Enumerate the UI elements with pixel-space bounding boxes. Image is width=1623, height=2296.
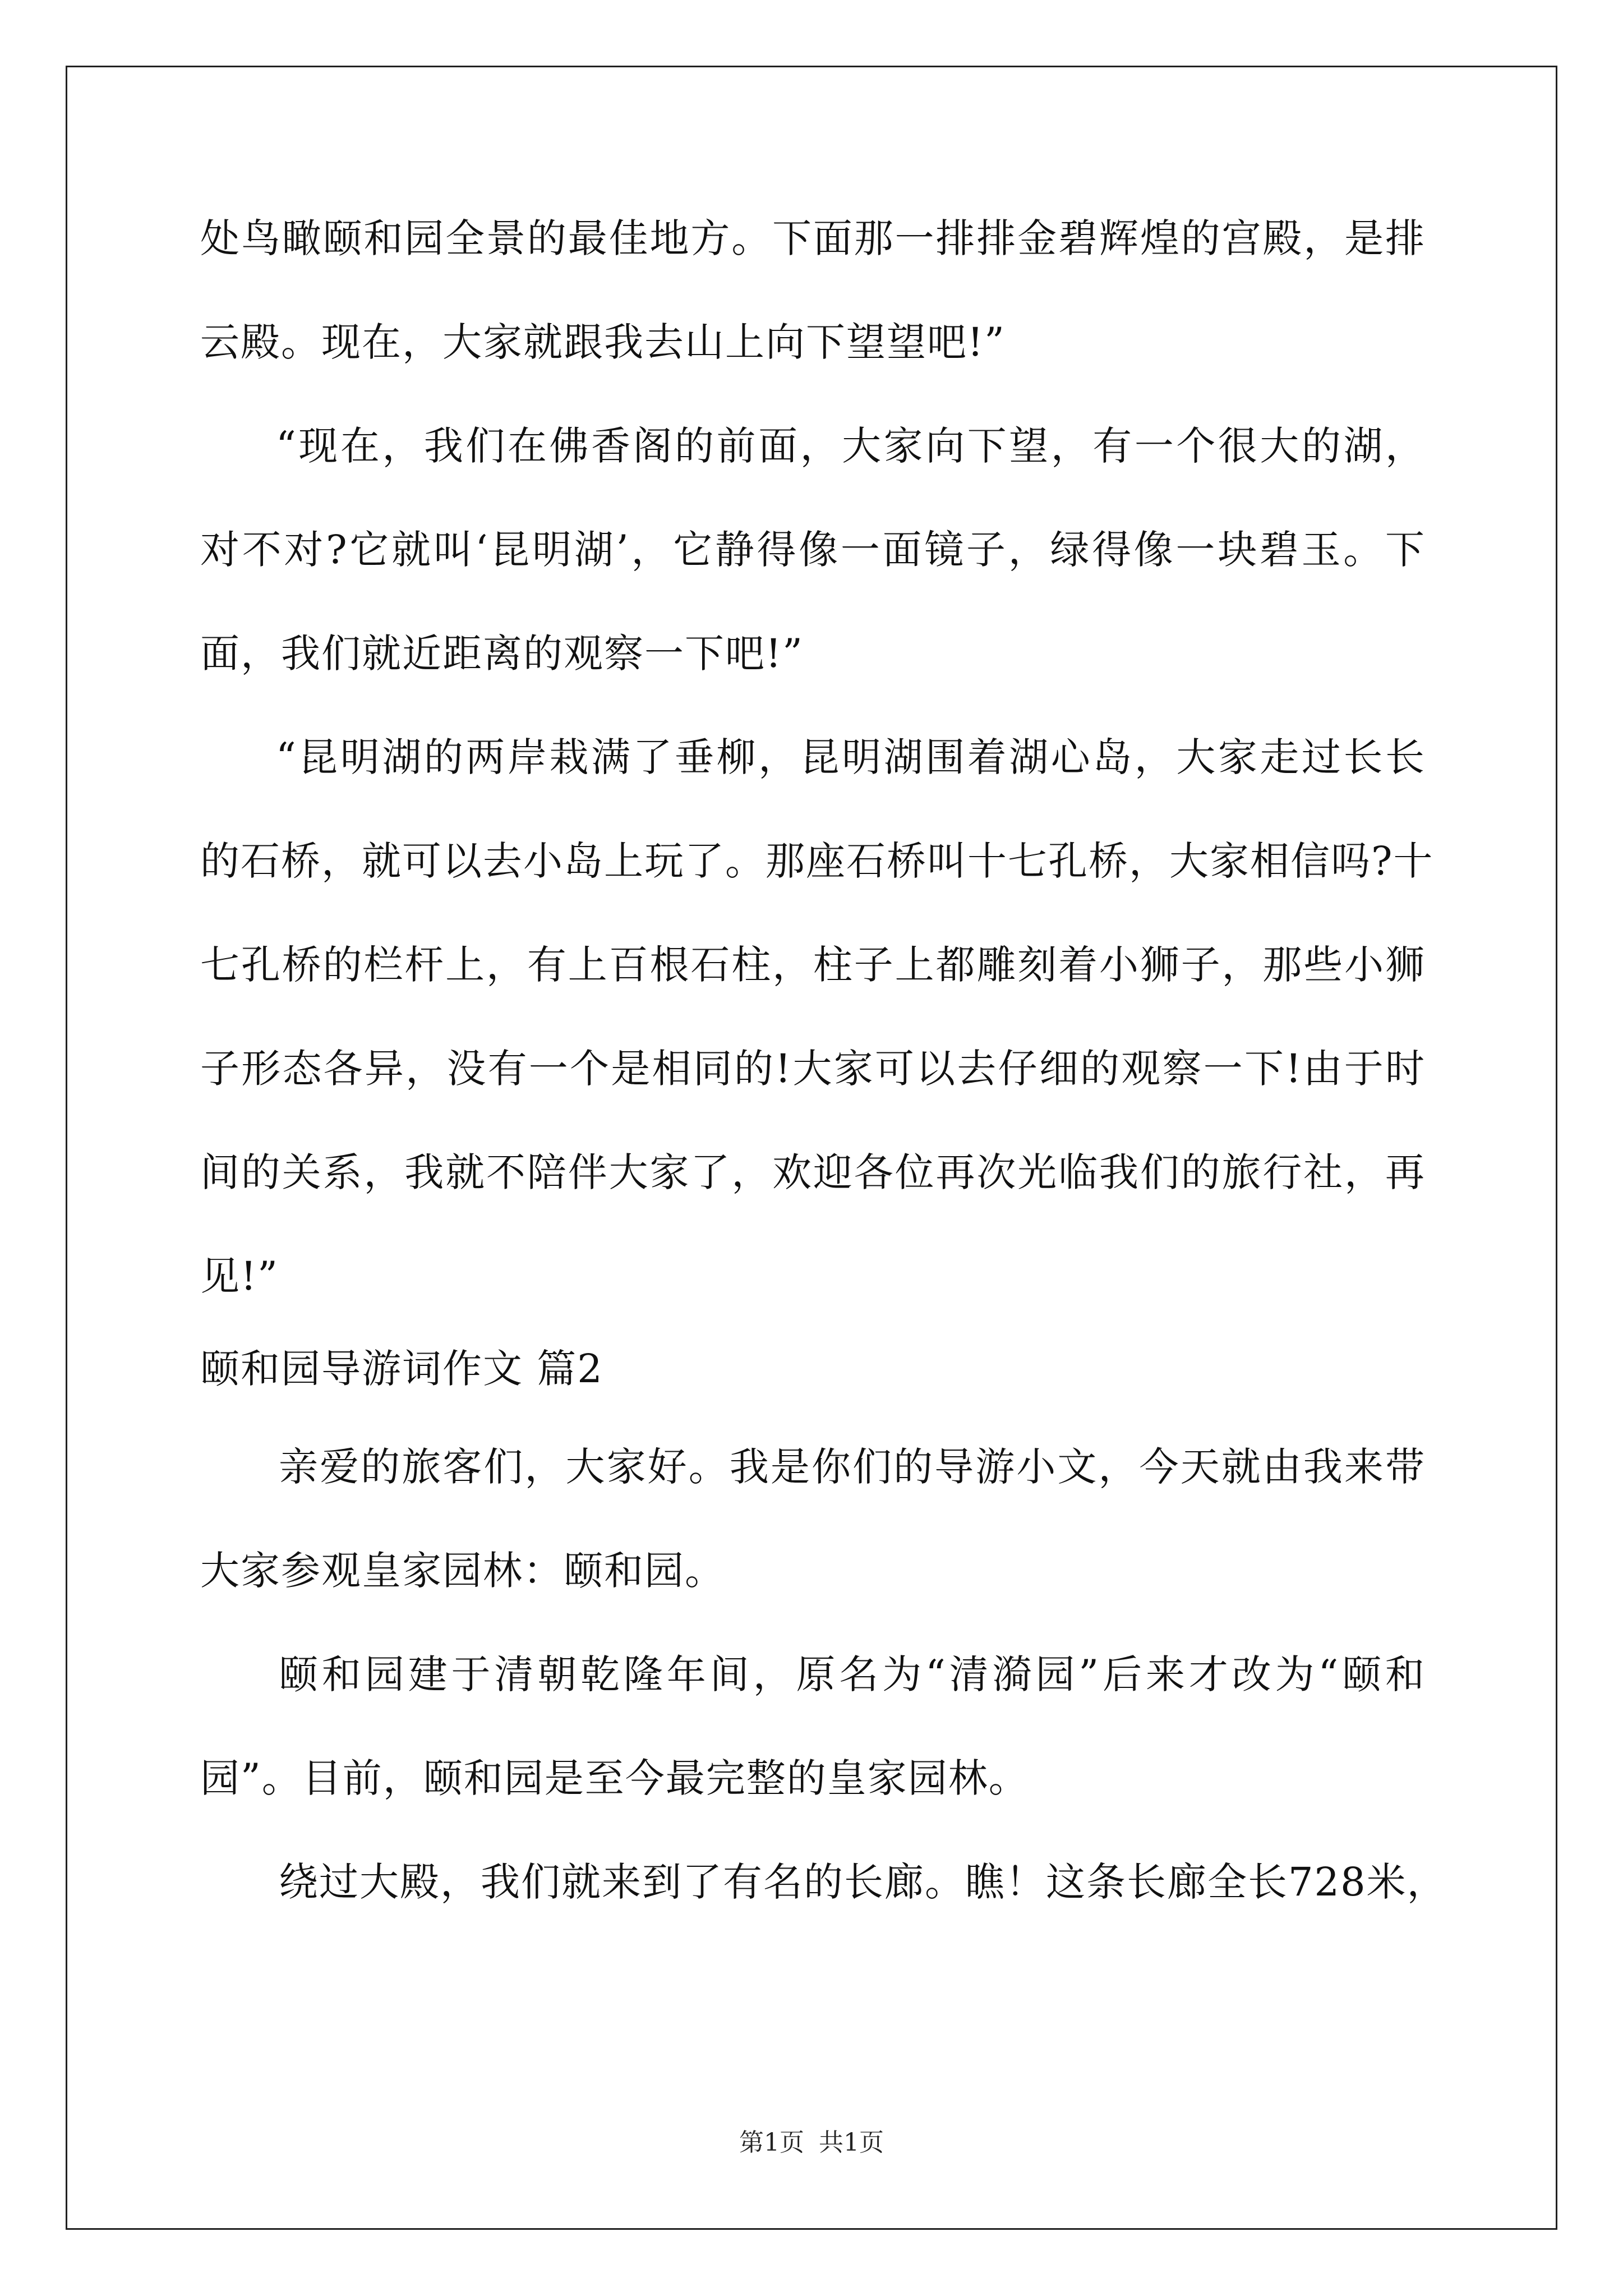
- paragraph-line: 子形态各异，没有一个是相同的!大家可以去仔细的观察一下!由于时: [200, 1046, 1426, 1092]
- paragraph-line: 对不对?它就叫‘昆明湖’，它静得像一面镜子，绿得像一块碧玉。下: [200, 527, 1426, 573]
- paragraph-line: 的石桥，就可以去小岛上玩了。那座石桥叫十七孔桥，大家相信吗?十: [200, 838, 1434, 884]
- paragraph-line: 见!”: [200, 1253, 279, 1299]
- paragraph-line: “昆明湖的两岸栽满了垂柳，昆明湖围着湖心岛，大家走过长长: [276, 734, 1426, 780]
- paragraph-line: 云殿。现在，大家就跟我去山上向下望望吧!”: [200, 319, 1006, 365]
- paragraph-line: 绕过大殿，我们就来到了有名的长廊。瞧！这条长廊全长728米，: [279, 1859, 1447, 1905]
- paragraph-line: 七孔桥的栏杆上，有上百根石柱，柱子上都雕刻着小狮子，那些小狮: [200, 942, 1426, 988]
- page-footer: [0, 2126, 1623, 2160]
- paragraph-line: 亲爱的旅客们，大家好。我是你们的导游小文，今天就由我来带: [279, 1444, 1426, 1490]
- page-total: 共1页: [819, 2128, 884, 2157]
- paragraph-line: 园”。目前，颐和园是至今最完整的皇家园林。: [200, 1755, 1029, 1801]
- paragraph-line: 大家参观皇家园林：颐和园。: [200, 1548, 725, 1594]
- paragraph-line: 颐和园建于清朝乾隆年间，原名为“清漪园”后来才改为“颐和: [279, 1651, 1426, 1697]
- paragraph-line: “现在，我们在佛香阁的前面，大家向下望，有一个很大的湖，: [276, 423, 1426, 469]
- paragraph-line: 间的关系，我就不陪伴大家了，欢迎各位再次光临我们的旅行社，再: [200, 1149, 1426, 1195]
- section-heading: 颐和园导游词作文 篇2: [200, 1346, 603, 1392]
- page-number: 第1页: [739, 2128, 804, 2157]
- paragraph-line: 处鸟瞰颐和园全景的最佳地方。下面那一排排金碧辉煌的宫殿，是排: [200, 215, 1426, 261]
- paragraph-line: 面，我们就近距离的观察一下吧!”: [200, 631, 804, 677]
